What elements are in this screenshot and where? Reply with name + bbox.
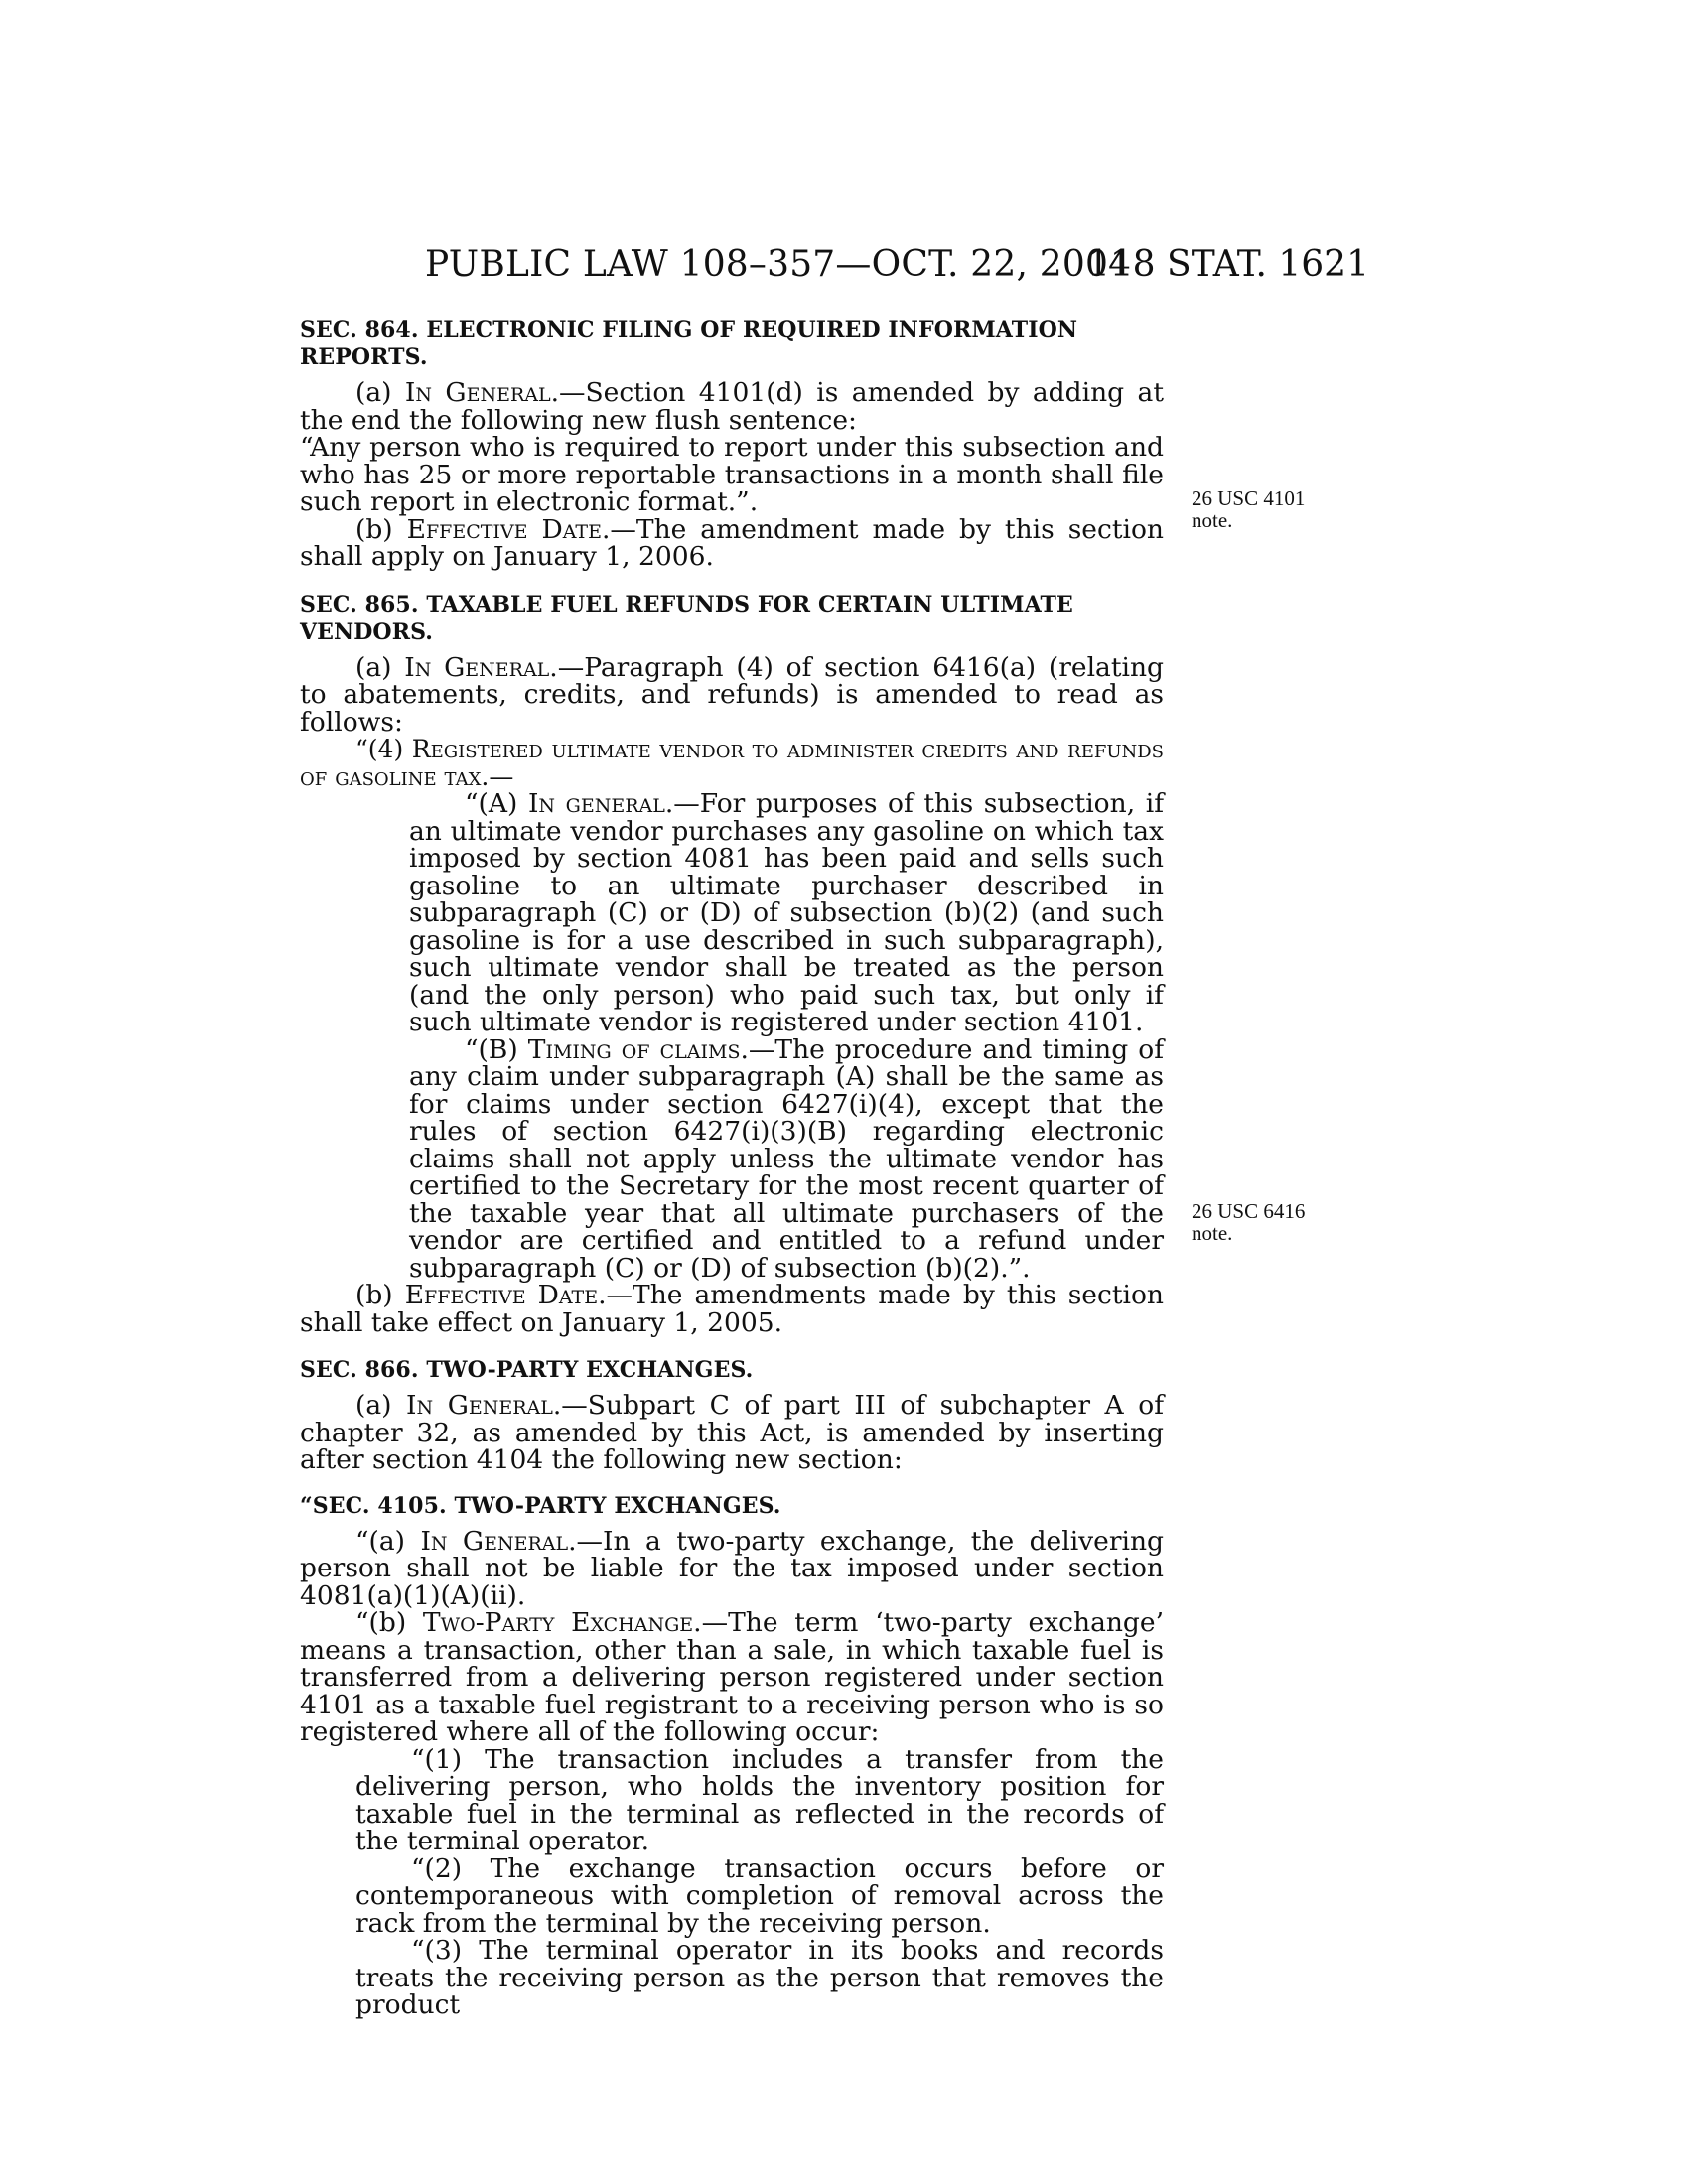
sec865-subparagraph-a: “(A) In general.—For purposes of this subsection, if an ultimate vendor purchases any gasoline on which tax imposed by section 4081 has been paid and sells such gasoline to an ultimate purchaser described in subparagraph (C) or (D) of subsection (b)(2) (and such gasoline is for a use described in such subparagraph), such ultimate vendor shall be treated as the person (and the only person) who paid such tax, but only if such ultimate vendor is registered under section 4101. xyxy=(409,788,1165,1037)
header-law-citation: PUBLIC LAW 108–357—OCT. 22, 2004 xyxy=(425,244,1132,285)
running-header xyxy=(298,244,1369,294)
sec4105-subsection-b: “(b) Two-Party Exchange.—The term ‘two-party exchange’ means a transaction, other than a sale, in which taxable fuel is transferred from a delivering person registered under section 4101 as a taxable fuel registrant to a receiving person who is so registered where all of the following occur: xyxy=(300,1607,1165,1747)
sec4105-item-3: “(3) The terminal operator in its books and records treats the receiving person as the person that removes the product xyxy=(355,1935,1164,2020)
sec865-subsection-a: (a) In General.—Paragraph (4) of section 6416(a) (relating to abatements, credits, and refunds) is amended to read as follows: xyxy=(300,651,1165,738)
sec864-a-label: In General xyxy=(404,377,551,408)
sec864-subsection-b: (b) Effective Date.—The amendment made by this section shall apply on January 1, 2006. xyxy=(300,513,1164,572)
sec4105-item-1: “(1) The transaction includes a transfer from the delivering person, who holds the inventory position for taxable fuel in the terminal as reflected in the records of the terminal operator. xyxy=(355,1743,1164,1856)
sec865-pb-label: Timing of claims xyxy=(527,1033,741,1065)
header-stat-page: 118 STAT. 1621 xyxy=(1086,244,1369,285)
sec864-subsection-a: (a) In General.—Section 4101(d) is amended by adding at the end the following new flush sentence: xyxy=(300,377,1164,436)
sec865-paragraph-4: “(4) Registered ultimate vendor to administer credits and refunds of gasoline tax.— xyxy=(300,735,1165,791)
sec865-subparagraph-b: “(B) Timing of claims.—The procedure and timing of any claim under subparagraph (A) shall be the same as for claims under section 6427(i)(4), except that the rules of section 6427(i)(3)(B) regarding electronic claims shall not apply unless the ultimate vendor has certified to the Secretary for the most recent quarter of the taxable year that all ultimate purchasers of the vendor are certified and entitled to a refund under subparagraph (C) or (D) of subsection (b)(2).”. xyxy=(409,1033,1165,1284)
sec864-b-label: Effective Date xyxy=(406,513,602,545)
sec864-quoted-sentence: “Any person who is required to report under this subsection and who has 25 or more reportable transactions in a month shall file such report in electronic format.”. xyxy=(300,432,1164,517)
sec865-a-label: In General xyxy=(404,651,550,683)
section-865-heading: SEC. 865. TAXABLE FUEL REFUNDS FOR CERTAIN ULTIMATE VENDORS. xyxy=(300,591,1073,645)
sec865-b-label: Effective Date xyxy=(404,1280,599,1310)
sec865-pa-label: In general xyxy=(527,788,665,819)
section-4105-heading: “SEC. 4105. TWO-PARTY EXCHANGES. xyxy=(300,1492,781,1519)
sec4105-b-label: Two-Party Exchange xyxy=(422,1607,694,1638)
section-866-heading: SEC. 866. TWO-PARTY EXCHANGES. xyxy=(300,1357,754,1383)
sec4105-subsection-a: “(a) In General.—In a two-party exchange, the delivering person shall not be liable for the tax imposed under section 4081(a)(1)(A)(ii). xyxy=(300,1525,1164,1611)
sec4105-item-2: “(2) The exchange transaction occurs before or contemporaneous with completion of removal across the rack from the terminal by the receiving person. xyxy=(355,1852,1164,1939)
sec865-p4-label: Registered ultimate vendor to administer credits and refunds of gasoline tax xyxy=(300,735,1165,791)
section-864-heading: SEC. 864. ELECTRONIC FILING OF REQUIRED INFORMATION REPORTS. xyxy=(300,317,1078,370)
sec4105-a-label: In General xyxy=(420,1525,569,1557)
sec866-a-label: In General xyxy=(406,1390,553,1421)
sec865-subsection-b: (b) Effective Date.—The amendments made by this section shall take effect on January 1, 2005. xyxy=(300,1280,1164,1338)
margin-note-4101: 26 USC 4101 note. xyxy=(1192,486,1306,532)
document-body xyxy=(300,316,1164,2019)
margin-note-6416: 26 USC 6416 note. xyxy=(1192,1199,1306,1245)
sec866-subsection-a: (a) In General.—Subpart C of part III of subchapter A of chapter 32, as amended by this Act, is amended by inserting after section 4104 the following new section: xyxy=(300,1390,1164,1475)
